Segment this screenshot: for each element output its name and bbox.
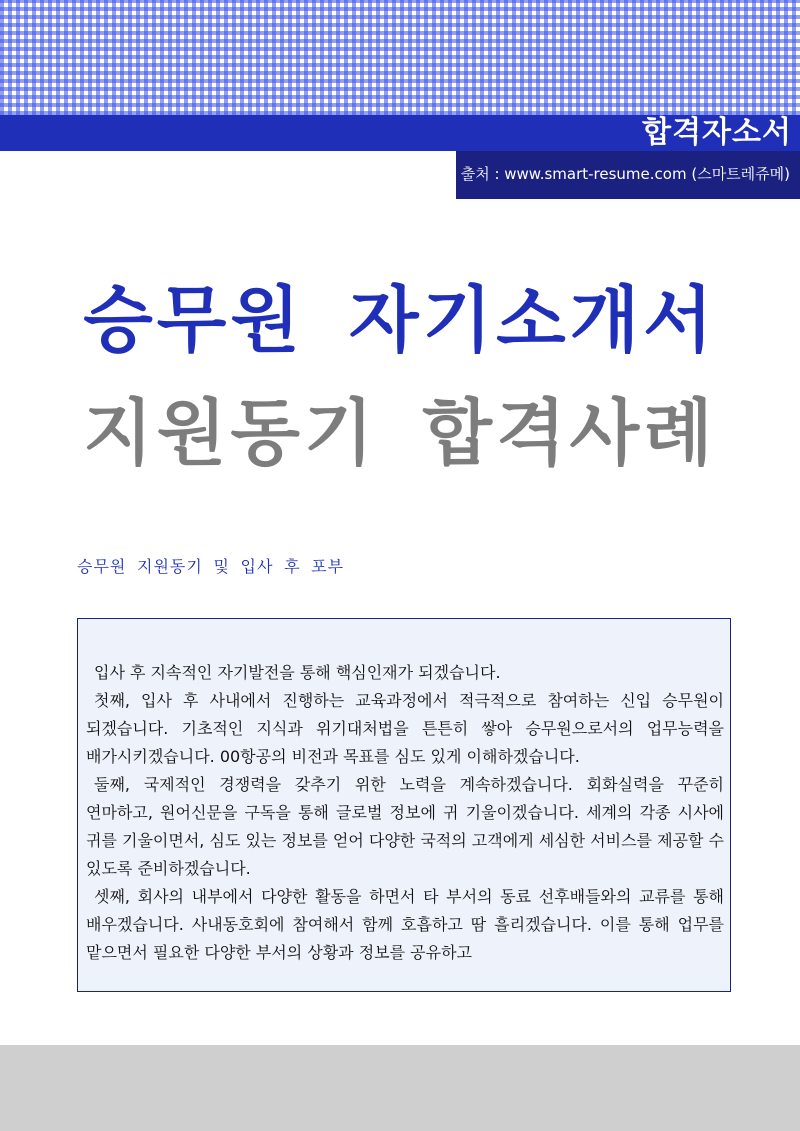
paragraph-first: 첫째, 입사 후 사내에서 진행하는 교육과정에서 적극적으로 참여하는 신입 승무원이 되겠습니다. 기초적인 지식과 위기대처법을 튼튼히 쌓아 승무원으로서의 업무능력을 배가시키겠습니다. 00항공의 비전과 목표를 심도 있게 이해하겠습니다. xyxy=(86,691,724,766)
main-title-line2: 지원동기 합격사례 xyxy=(83,391,717,475)
source-box xyxy=(456,151,800,199)
brand-title: 합격자소서 xyxy=(642,115,792,150)
section-heading: 승무원 지원동기 및 입사 후 포부 xyxy=(77,557,345,576)
main-title-line1: 승무원 자기소개서 xyxy=(83,278,717,362)
paragraph-second: 둘째, 국제적인 경쟁력을 갖추기 위한 노력을 계속하겠습니다. 회화실력을 꾸준히 연마하고, 원어신문을 구독을 통해 글로벌 정보에 귀 기울이겠습니다. 세계의 각종 시사에 귀를 기울이면서, 심도 있는 정보를 얻어 다양한 국적의 고객에게 세심한 서비스를 제공할 수 있도록 준비하겠습니다. xyxy=(86,775,724,878)
content-box xyxy=(77,618,731,992)
checkered-header-pattern xyxy=(0,0,800,115)
footer-band xyxy=(0,1045,800,1131)
paragraph-third: 셋째, 회사의 내부에서 다양한 활동을 하면서 타 부서의 동료 선후배들와의 교류를 통해 배우겠습니다. 사내동호회에 참여해서 함께 호흡하고 땀 흘리겠습니다. 이를 통해 업무를 맡으면서 필요한 다양한 부서의 상황과 정보를 공유하고 xyxy=(86,887,724,962)
paragraph-intro: 입사 후 지속적인 자기발전을 통해 핵심인재가 되겠습니다. xyxy=(94,663,501,682)
source-text: 출처 : www.smart-resume.com (스마트레쥬메) xyxy=(460,165,790,183)
